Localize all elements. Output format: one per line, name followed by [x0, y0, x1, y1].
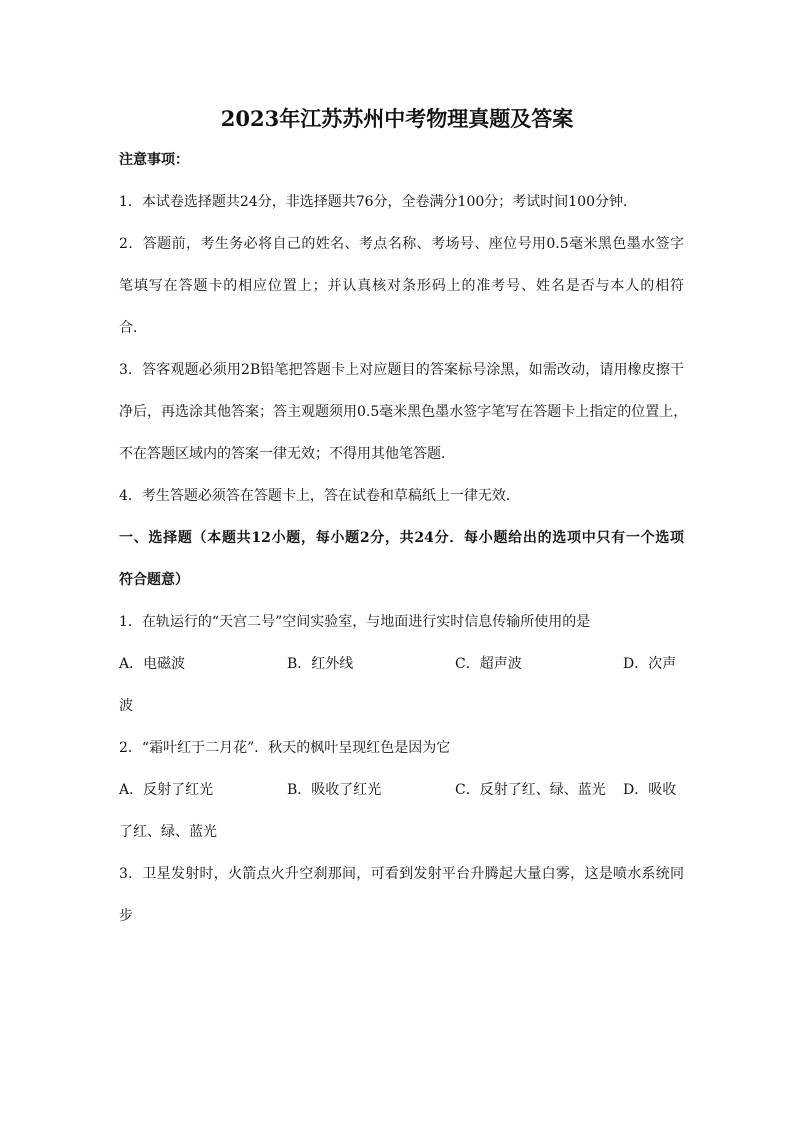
- question-1-option-d-wrap: 波: [119, 698, 133, 714]
- notice-item-2-line-1: 2．答题前，考生务必将自己的姓名、考点名称、考场号、座位号用0.5毫米黑色墨水签字: [119, 236, 684, 252]
- question-2-option-d: D．吸收: [623, 782, 677, 798]
- question-1-option-c: C．超声波: [455, 656, 522, 672]
- notice-heading: 注意事项：: [119, 152, 189, 168]
- question-2-option-c: C．反射了红、绿、蓝光: [455, 782, 606, 798]
- question-1-option-a: A．电磁波: [119, 656, 186, 672]
- question-2-option-b: B．吸收了红光: [287, 782, 382, 798]
- notice-item-3-line-1: 3．答客观题必须用2B铅笔把答题卡上对应题目的答案标号涂黑，如需改动，请用橡皮擦干: [119, 362, 684, 378]
- page-title: 2023年江苏苏州中考物理真题及答案: [220, 106, 574, 131]
- notice-item-4: 4．考生答题必须答在答题卡上，答在试卷和草稿纸上一律无效．: [119, 488, 520, 504]
- section-heading-line-2: 符合题意）: [119, 572, 189, 588]
- question-1-option-b: B．红外线: [287, 656, 354, 672]
- question-3-stem-line-1: 3．卫星发射时，火箭点火升空刹那间，可看到发射平台升腾起大量白雾，这是喷水系统同: [119, 866, 684, 882]
- notice-item-3-line-2: 净后，再选涂其他答案；答主观题须用0.5毫米黑色墨水签字笔写在答题卡上指定的位置上，: [119, 404, 688, 420]
- question-2-stem: 2．“霜叶红于二月花”．秋天的枫叶呈现红色是因为它: [119, 740, 451, 756]
- question-1-option-d: D．次声: [623, 656, 677, 672]
- question-2-option-a: A．反射了红光: [119, 782, 214, 798]
- notice-item-1: 1．本试卷选择题共24分，非选择题共76分，全卷满分100分；考试时间100分钟．: [119, 194, 637, 210]
- notice-item-2-line-3: 合．: [119, 320, 147, 336]
- question-1-stem: 1．在轨运行的“天宫二号”空间实验室，与地面进行实时信息传输所使用的是: [119, 614, 591, 630]
- notice-item-3-line-3: 不在答题区域内的答案一律无效；不得用其他笔答题．: [119, 446, 455, 462]
- question-3-stem-line-2: 步: [119, 908, 133, 924]
- notice-item-2-line-2: 笔填写在答题卡的相应位置上；并认真核对条形码上的准考号、姓名是否与本人的相符: [119, 278, 684, 294]
- section-heading-line-1: 一、选择题（本题共12小题，每小题2分，共24分．每小题给出的选项中只有一个选项: [119, 530, 684, 546]
- question-2-option-d-wrap: 了红、绿、蓝光: [119, 824, 217, 840]
